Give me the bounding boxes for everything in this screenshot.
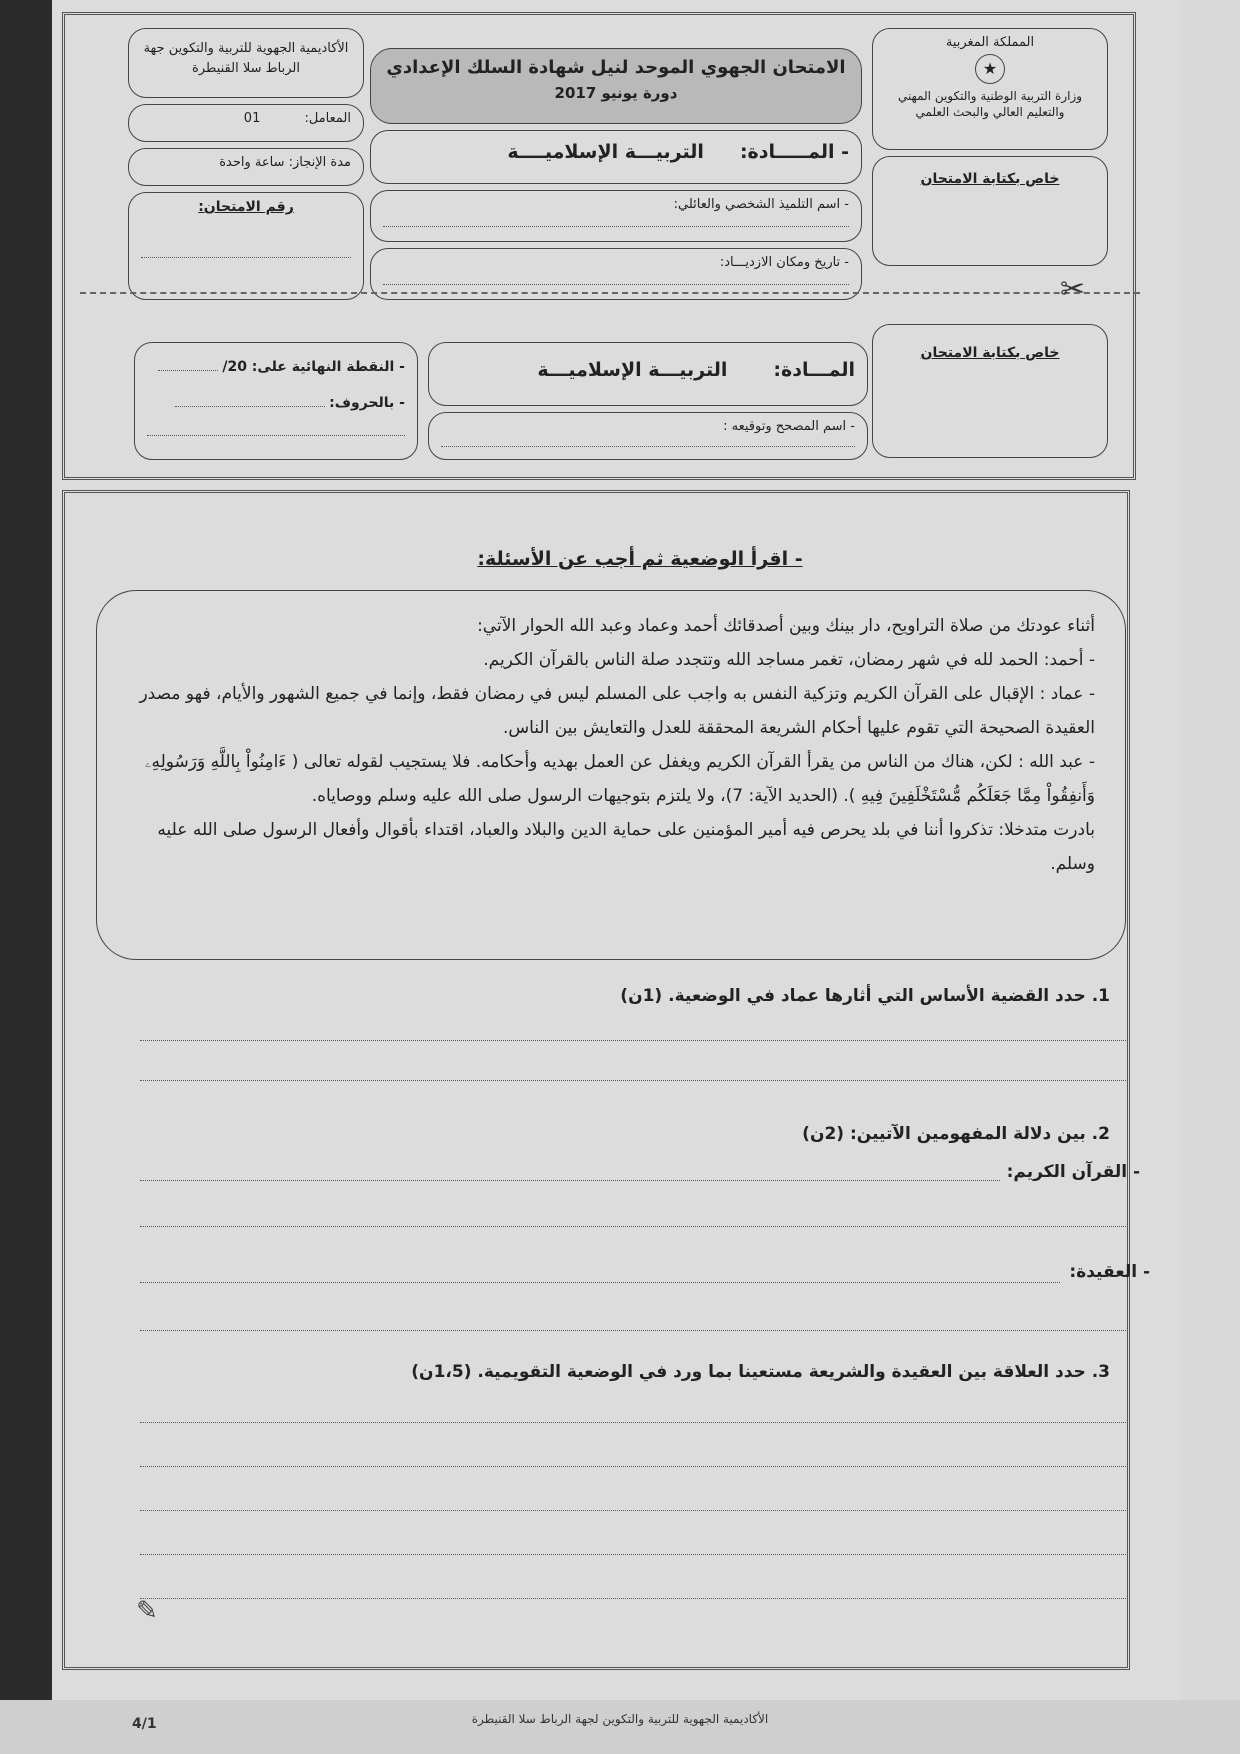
- duration-value: ساعة واحدة: [219, 155, 285, 170]
- situation-box: [96, 590, 1126, 960]
- student-name-field[interactable]: [383, 226, 849, 227]
- scissors-icon: ✂: [1060, 272, 1086, 307]
- concept-quran-label: - القرآن الكريم:: [1006, 1162, 1140, 1182]
- background-table: [0, 1700, 1240, 1754]
- coefficient-box: [128, 104, 364, 142]
- coefficient-value: 01: [243, 111, 261, 126]
- duration-box: [128, 148, 364, 186]
- question-3: 3. حدد العلاقة بين العقيدة والشريعة مستعينا بما ورد في الوضعية التقويمية. (1،5ن): [411, 1362, 1110, 1382]
- birth-label: - تاريخ ومكان الازديـــاد:: [719, 255, 849, 270]
- situation-line-imad: - عماد : الإقبال على القرآن الكريم وتزكية النفس به واجب على المسلم ليس في رمضان فقط، وإنما في جميع الشهور والأيام، فهو مصدر العقيدة الصحيحة التي تقوم عليها أحكام الشريعة المحققة للعدل والتعايش بين الناس.: [139, 684, 1095, 738]
- exam-session: دورة يونيو 2017: [554, 84, 678, 102]
- in-letters-field-2[interactable]: [147, 435, 405, 436]
- footer-academy: الأكاديمية الجهوية للتربية والتكوين لجهة الرباط سلا القنيطرة: [471, 1712, 769, 1726]
- ministry-box: [872, 28, 1108, 150]
- grading-exam-office-label: خاص بكتابة الامتحان: [920, 345, 1060, 361]
- answer-line-2c[interactable]: [140, 1282, 1060, 1283]
- grading-subject-box: [428, 342, 868, 406]
- answer-line-3b[interactable]: [140, 1466, 1130, 1467]
- subject-box: [370, 130, 862, 184]
- academy-label: الأكاديمية الجهوية للتربية والتكوين جهة الرباط سلا القنيطرة: [143, 41, 349, 76]
- in-letters-field[interactable]: [175, 406, 325, 407]
- final-score-label: - النقطة النهائية على: 20/: [222, 359, 405, 375]
- exam-number-field[interactable]: [141, 257, 351, 258]
- corrector-box: [428, 412, 868, 460]
- answer-line-2b[interactable]: [140, 1226, 1130, 1227]
- concept-aqida-label: - العقيدة:: [1069, 1262, 1150, 1282]
- in-letters-label: - بالحروف:: [329, 395, 405, 411]
- student-name-label: - اسم التلميذ الشخصي والعائلي:: [673, 197, 849, 212]
- subject-value: التربيـــة الإسلاميــــة: [507, 141, 704, 163]
- answer-line-3e[interactable]: [140, 1598, 1130, 1599]
- answer-line-1b[interactable]: [140, 1080, 1130, 1081]
- grading-subject-label: المـــادة:: [773, 359, 855, 381]
- answer-line-1a[interactable]: [140, 1040, 1130, 1041]
- corrector-label: - اسم المصحح وتوقيعه :: [723, 419, 855, 434]
- answer-line-3a[interactable]: [140, 1422, 1130, 1423]
- answer-line-3d[interactable]: [140, 1554, 1130, 1555]
- ministry-label: وزارة التربية الوطنية والتكوين المهني والتعليم العالي والبحث العلمي: [897, 89, 1083, 119]
- answer-line-3c[interactable]: [140, 1510, 1130, 1511]
- birth-field[interactable]: [383, 284, 849, 285]
- exam-number-box: [128, 192, 364, 300]
- situation-heading: - اقرأ الوضعية ثم أجب عن الأسئلة:: [477, 548, 803, 570]
- situation-line-intervention: بادرت متدخلا: تذكروا أننا في بلد يحرص فيه أمير المؤمنين على حماية الدين والبلاد والعباد، اقتداء بأقوال وأفعال الرسول صلى الله عليه وسلم.: [157, 820, 1095, 874]
- page-number: 4/1: [132, 1716, 157, 1732]
- answer-line-2d[interactable]: [140, 1330, 1130, 1331]
- exam-number-label: رقم الامتحان:: [198, 199, 294, 215]
- exam-title: الامتحان الجهوي الموحد لنيل شهادة السلك الإعدادي: [386, 57, 846, 78]
- answer-line-2a[interactable]: [140, 1180, 1000, 1181]
- final-score-row: [147, 359, 405, 375]
- student-name-box: [370, 190, 862, 242]
- coefficient-label: المعامل:: [304, 111, 351, 126]
- subject-label: - المـــــادة:: [739, 141, 849, 163]
- in-letters-row: [147, 395, 405, 411]
- academy-box: [128, 28, 364, 98]
- corrector-field[interactable]: [441, 446, 855, 447]
- situation-line-intro: أثناء عودتك من صلاة التراويح، دار بينك وبين أصدقائك أحمد وعماد وعبد الله الحوار الآتي:: [477, 616, 1095, 636]
- score-box: [134, 342, 418, 460]
- final-score-field[interactable]: [158, 370, 218, 371]
- situation-line-ahmed: - أحمد: الحمد لله في شهر رمضان، تغمر مساجد الله وتتجدد صلة الناس بالقرآن الكريم.: [483, 650, 1095, 670]
- kingdom-label: المملكة المغربية: [945, 35, 1035, 50]
- exam-title-box: [370, 48, 862, 124]
- situation-line-abdallah: - عبد الله : لكن، هناك من الناس من يقرأ القرآن الكريم ويغفل عن العمل بهديه وأحكامه. فلا يستجيب لقوله تعالى ( ءَامِنُواْ بِاللَّهِ وَرَسُولِهِۦ وَأَنفِقُواْ مِمَّا جَعَلَكُم مُّسْتَخْلَفِينَ فِيهِ ). (الحديد الآية: 7)، ولا يلتزم بتوجيهات الرسول صلى الله عليه وسلم ووصاياه.: [145, 752, 1095, 806]
- exam-office-label: خاص بكتابة الامتحان: [920, 171, 1060, 187]
- grading-exam-office-box: [872, 324, 1108, 458]
- duration-label: مدة الإنجاز:: [288, 155, 351, 170]
- exam-office-box: [872, 156, 1108, 266]
- grading-subject-value: التربيـــة الإسلاميـــة: [537, 359, 728, 381]
- paraph-mark-icon: ✎: [136, 1596, 158, 1626]
- cut-line: [80, 292, 1140, 294]
- question-1: 1. حدد القضية الأساس التي أثارها عماد في الوضعية. (1ن): [620, 986, 1110, 1006]
- background-page-edge: [1180, 0, 1240, 1754]
- emblem-icon: ★: [885, 54, 1095, 84]
- question-2: 2. بين دلالة المفهومين الآتيين: (2ن): [802, 1124, 1110, 1144]
